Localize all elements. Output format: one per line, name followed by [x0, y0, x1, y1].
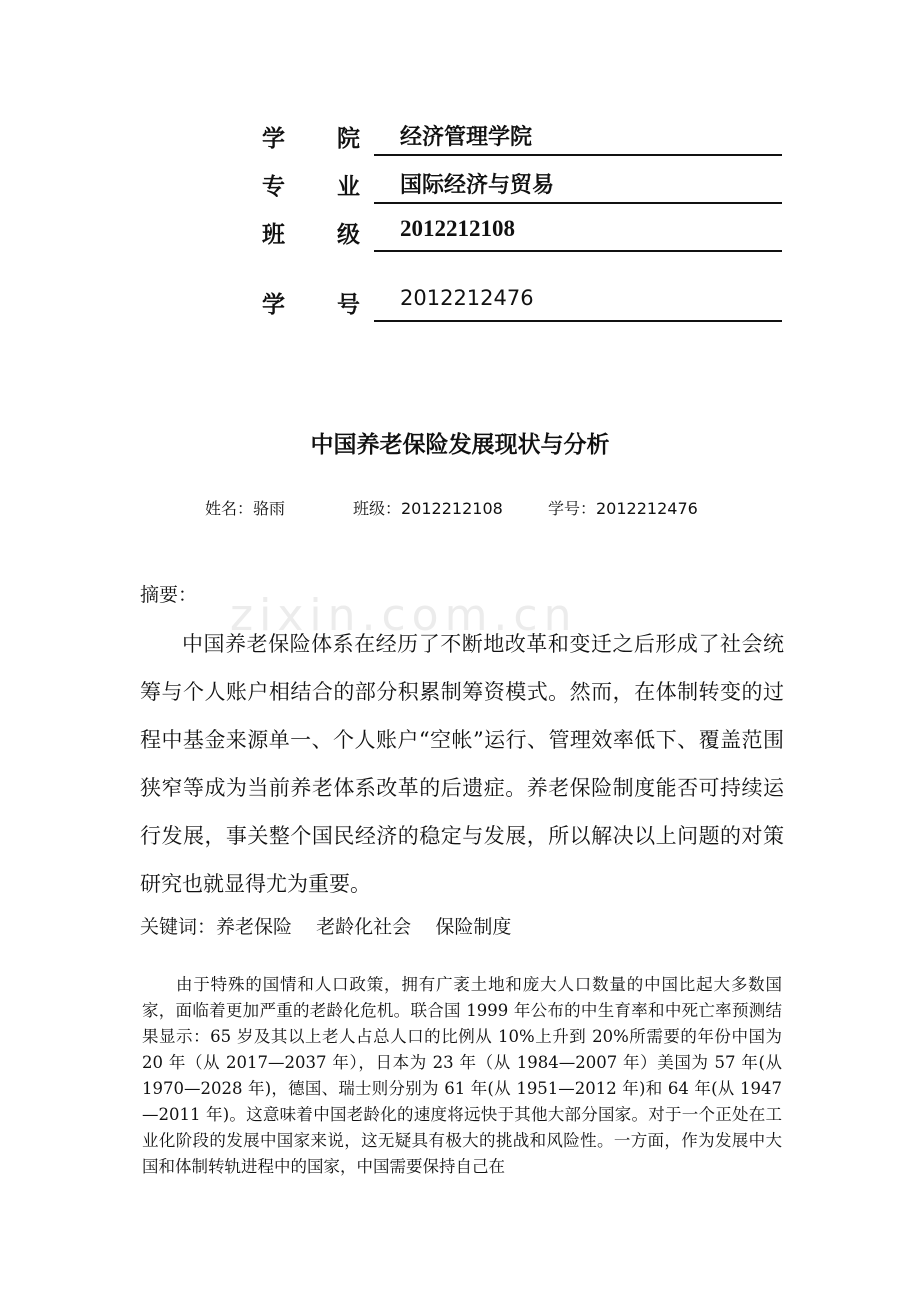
- major-row: [262, 168, 782, 208]
- author-class: 班级：2012212108: [353, 499, 503, 518]
- keywords: 关键词：养老保险 老龄化社会 保险制度: [140, 916, 512, 938]
- major-value: 国际经济与贸易: [374, 168, 782, 204]
- abstract-label: 摘要：: [140, 584, 198, 606]
- college-value: 经济管理学院: [374, 120, 782, 156]
- paper-title: 中国养老保险发展现状与分析: [310, 432, 610, 458]
- student-id-label: 学号: [262, 291, 412, 318]
- college-row: [262, 120, 782, 160]
- major-label: 专业: [262, 173, 412, 200]
- class-value: 2012212108: [374, 216, 782, 252]
- abstract-text: 中国养老保险体系在经历了不断地改革和变迁之后形成了社会统筹与个人账户相结合的部分积累制筹资模式。然而，在体制转变的过程中基金来源单一、个人账户“空帐”运行、管理效率低下、覆盖范围狭窄等成为当前养老体系改革的后遗症。养老保险制度能否可持续运行发展，事关整个国民经济的稳定与发展，所以解决以上问题的对策研究也就显得尤为重要。: [140, 632, 784, 896]
- college-label: 学院: [262, 125, 412, 152]
- author-id: 学号：2012212476: [548, 499, 698, 518]
- student-id-row: [262, 286, 782, 326]
- author-name: 姓名：骆雨: [205, 499, 286, 518]
- body-paragraph: 由于特殊的国情和人口政策，拥有广袤土地和庞大人口数量的中国比起大多数国家，面临着更加严重的老龄化危机。联合国 1999 年公布的中生育率和中死亡率预测结果显示：65 岁及其以上老人占总人口的比例从 10%上升到 20%所需要的年份中国为 20 年（从 2017—2037 年），日本为 23 年（从 1984—2007 年）美国为 57 年(从 1970—2028 年)，德国、瑞士则分别为 61 年(从 1951—2012 年)和 64 年(从 1947—2011 年)。这意味着中国老龄化的速度将远快于其他大部分国家。对于一个正处在工业化阶段的发展中国家来说，这无疑具有极大的挑战和风险性。一方面，作为发展中大国和体制转轨进程中的国家，中国需要保持自己在: [142, 975, 782, 1176]
- class-row: [262, 216, 782, 256]
- student-id-value: 2012212476: [374, 286, 782, 322]
- watermark: zixin.com.cn: [230, 590, 578, 641]
- class-label: 班级: [262, 221, 412, 248]
